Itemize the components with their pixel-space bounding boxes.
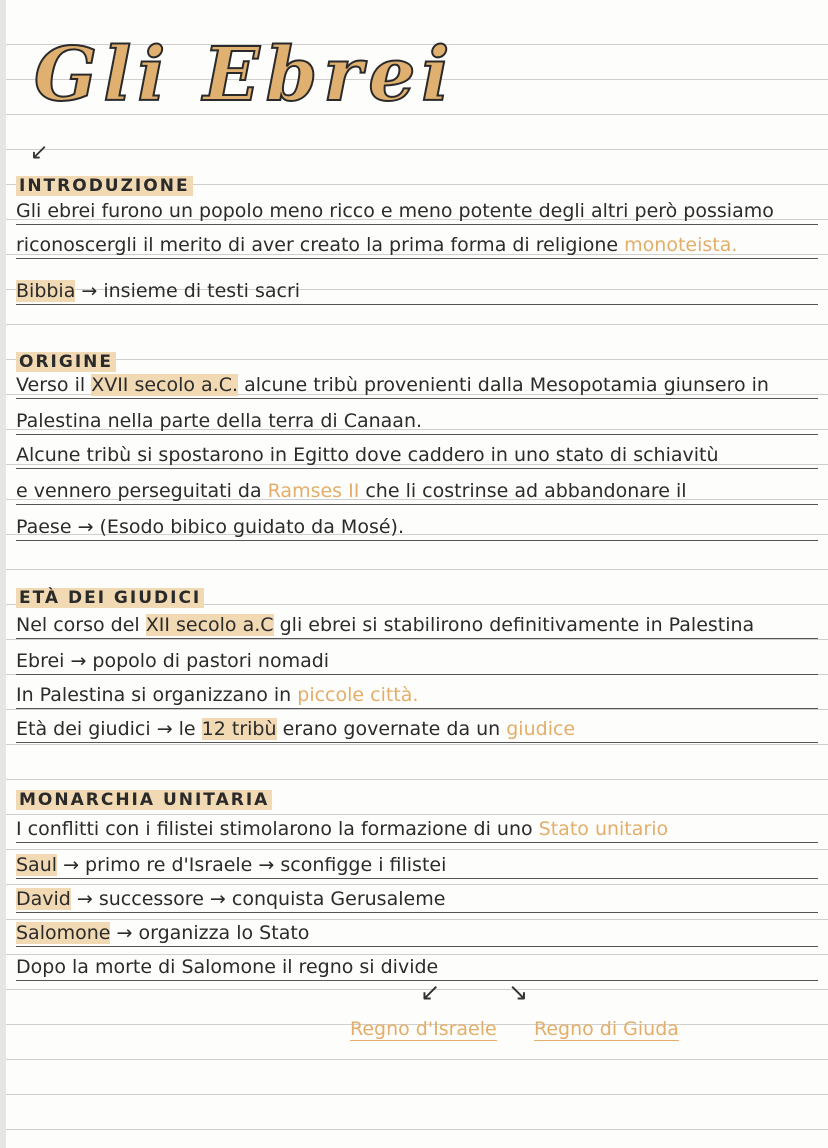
text-line: [16, 716, 818, 743]
highlight-text: monoteista.: [624, 234, 738, 256]
highlight-text: Stato unitario: [538, 818, 669, 840]
text-line: [16, 514, 818, 541]
text: → successore → conquista Gerusaleme: [70, 888, 446, 910]
text: Paese → (Esodo bibico guidato da Mosé).: [16, 516, 404, 538]
text-line: [16, 612, 818, 639]
heading-text: ETÀ DEI GIUDICI: [16, 588, 204, 608]
text: → primo re d'Israele → sconfigge i filistei: [57, 854, 447, 876]
branch-regno-giuda: Regno di Giuda: [534, 1018, 679, 1040]
keyword: 12 tribù: [201, 718, 277, 740]
text: In Palestina si organizzano in: [16, 684, 298, 706]
text-line: [16, 816, 818, 843]
text: Età dei giudici → le: [16, 718, 202, 740]
text-line: [16, 886, 818, 913]
highlight-text: giudice: [506, 718, 576, 740]
keyword: Bibbia: [16, 280, 76, 302]
text: Ebrei → popolo di pastori nomadi: [16, 650, 330, 672]
text-line: [16, 682, 818, 709]
text-line: [16, 852, 818, 879]
text-line: [16, 920, 818, 947]
keyword: XII secolo a.C: [145, 614, 274, 636]
arrow-down-left-icon: ↙: [420, 978, 441, 1006]
arrow-down-icon: ↙: [30, 140, 49, 165]
text: alcune tribù provenienti dalla Mesopotamia giunsero in: [238, 374, 769, 396]
heading-text: INTRODUZIONE: [16, 176, 193, 196]
text: Nel corso del: [16, 614, 146, 636]
text: Alcune tribù si spostarono in Egitto dove caddero in uno stato di schiavitù: [16, 444, 719, 466]
keyword: Salomone: [16, 922, 111, 944]
text-line: [16, 372, 818, 399]
keyword: Saul: [16, 854, 58, 876]
text: I conflitti con i filistei stimolarono la formazione di uno: [16, 818, 539, 840]
branch-regno-israele: Regno d'Israele: [350, 1018, 497, 1040]
section-heading-monarchia: [16, 790, 272, 810]
text: Dopo la morte di Salomone il regno si divide: [16, 956, 439, 978]
text-line: [16, 954, 818, 981]
text: Palestina nella parte della terra di Canaan.: [16, 410, 423, 432]
text-line: [16, 198, 818, 225]
section-heading-origine: [16, 352, 116, 372]
highlight-text: piccole città.: [297, 684, 419, 706]
text: riconoscergli il merito di aver creato la prima forma di religione: [16, 234, 625, 256]
text: gli ebrei si stabilirono definitivamente in Palestina: [273, 614, 755, 636]
text: → organizza lo Stato: [110, 922, 310, 944]
keyword: XVII secolo a.C.: [91, 374, 239, 396]
text-line: [16, 408, 818, 435]
text: → insieme di testi sacri: [75, 280, 301, 302]
text: Gli ebrei furono un popolo meno ricco e meno potente degli altri però possiamo: [16, 200, 774, 222]
heading-text: MONARCHIA UNITARIA: [16, 790, 272, 810]
keyword: David: [16, 888, 71, 910]
section-heading-giudici: [16, 588, 204, 608]
text-line: [16, 648, 818, 675]
text: erano governate da un: [276, 718, 507, 740]
page-margin: [0, 0, 6, 1148]
text-line: [16, 278, 818, 305]
text-line: [16, 442, 818, 469]
text-line: [16, 478, 818, 505]
text: e vennero perseguitati da: [16, 480, 268, 502]
section-heading-introduzione: [16, 176, 193, 196]
heading-text: ORIGINE: [16, 352, 116, 372]
text-line: [16, 232, 818, 259]
highlight-text: Ramses II: [267, 480, 360, 502]
page-title: Gli Ebrei: [34, 32, 456, 118]
text: che li costrinse ad abbandonare il: [359, 480, 687, 502]
arrow-down-right-icon: ↘: [508, 978, 529, 1006]
text: Verso il: [16, 374, 92, 396]
